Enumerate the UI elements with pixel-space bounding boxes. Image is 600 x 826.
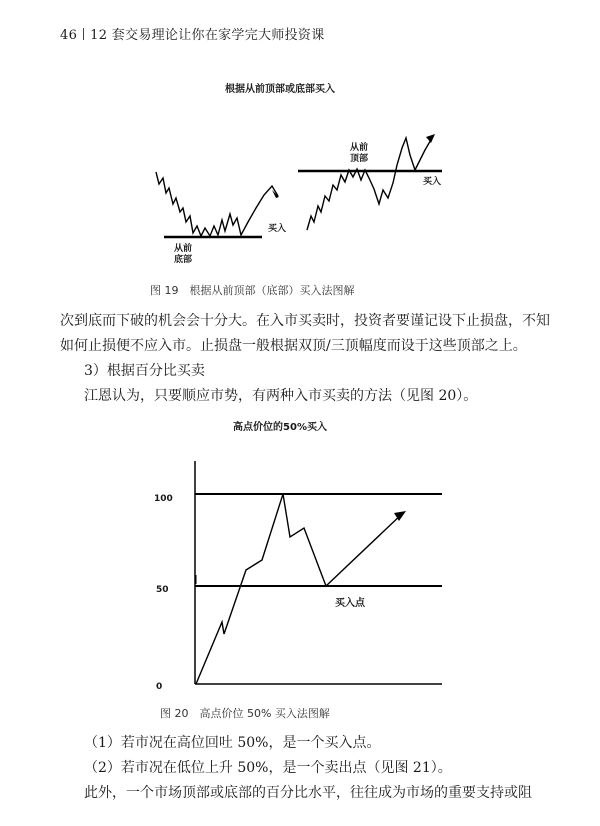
paragraph-percentage-levels: 此外，一个市场顶部或底部的百分比水平，往往成为市场的重要支持或阻 xyxy=(84,785,532,801)
book-title: 12 套交易理论让你在家学完大师投资课 xyxy=(90,28,325,43)
list-item-buy-point: （1）若市况在高位回吐 50%，是一个买入点。 xyxy=(84,735,381,751)
fig20-ytick-100: 100 xyxy=(154,494,173,504)
fig20-price-path xyxy=(196,494,404,684)
fig19-label-buy-right: 买入 xyxy=(422,177,441,187)
figure19-caption: 图 19 根据从前顶部（底部）买入法图解 xyxy=(150,284,355,297)
section-heading-percentage: 3）根据百分比买卖 xyxy=(84,363,205,379)
fig20-ytick-0: 0 xyxy=(156,682,163,692)
fig19-label-previous-bottom: 从前 底部 xyxy=(173,244,192,265)
paragraph-stop-loss: 次到底而下破的机会会十分大。在入市买卖时，投资者要谨记设下止损盘，不知如何止损便不应入市。止损盘一般根据双顶/三顶幅度而设于这些顶部之上。 xyxy=(60,313,550,354)
page-number: 46 xyxy=(60,28,78,43)
fig19-label-buy-left: 买入 xyxy=(267,224,286,234)
figure19-title: 根据从前顶部或底部买入 xyxy=(225,84,335,95)
list-item-sell-point: （2）若市况在低位上升 50%，是一个卖出点（见图 21）。 xyxy=(84,760,452,776)
fig19-label-previous-top: 从前 顶部 xyxy=(349,143,368,164)
fig20-label-buy-point: 买入点 xyxy=(335,598,365,609)
fig20-ytick-50: 50 xyxy=(156,585,169,595)
figure20-caption: 图 20 高点价位 50% 买入法图解 xyxy=(160,707,330,720)
figure20-title: 高点价位的50%买入 xyxy=(233,422,327,433)
fig19-left-price-path xyxy=(156,172,278,236)
paragraph-gann-methods: 江恩认为，只要顺应市势，有两种入市买卖的方法（见图 20）。 xyxy=(84,388,478,404)
fig19-right-arrowhead xyxy=(426,134,435,143)
